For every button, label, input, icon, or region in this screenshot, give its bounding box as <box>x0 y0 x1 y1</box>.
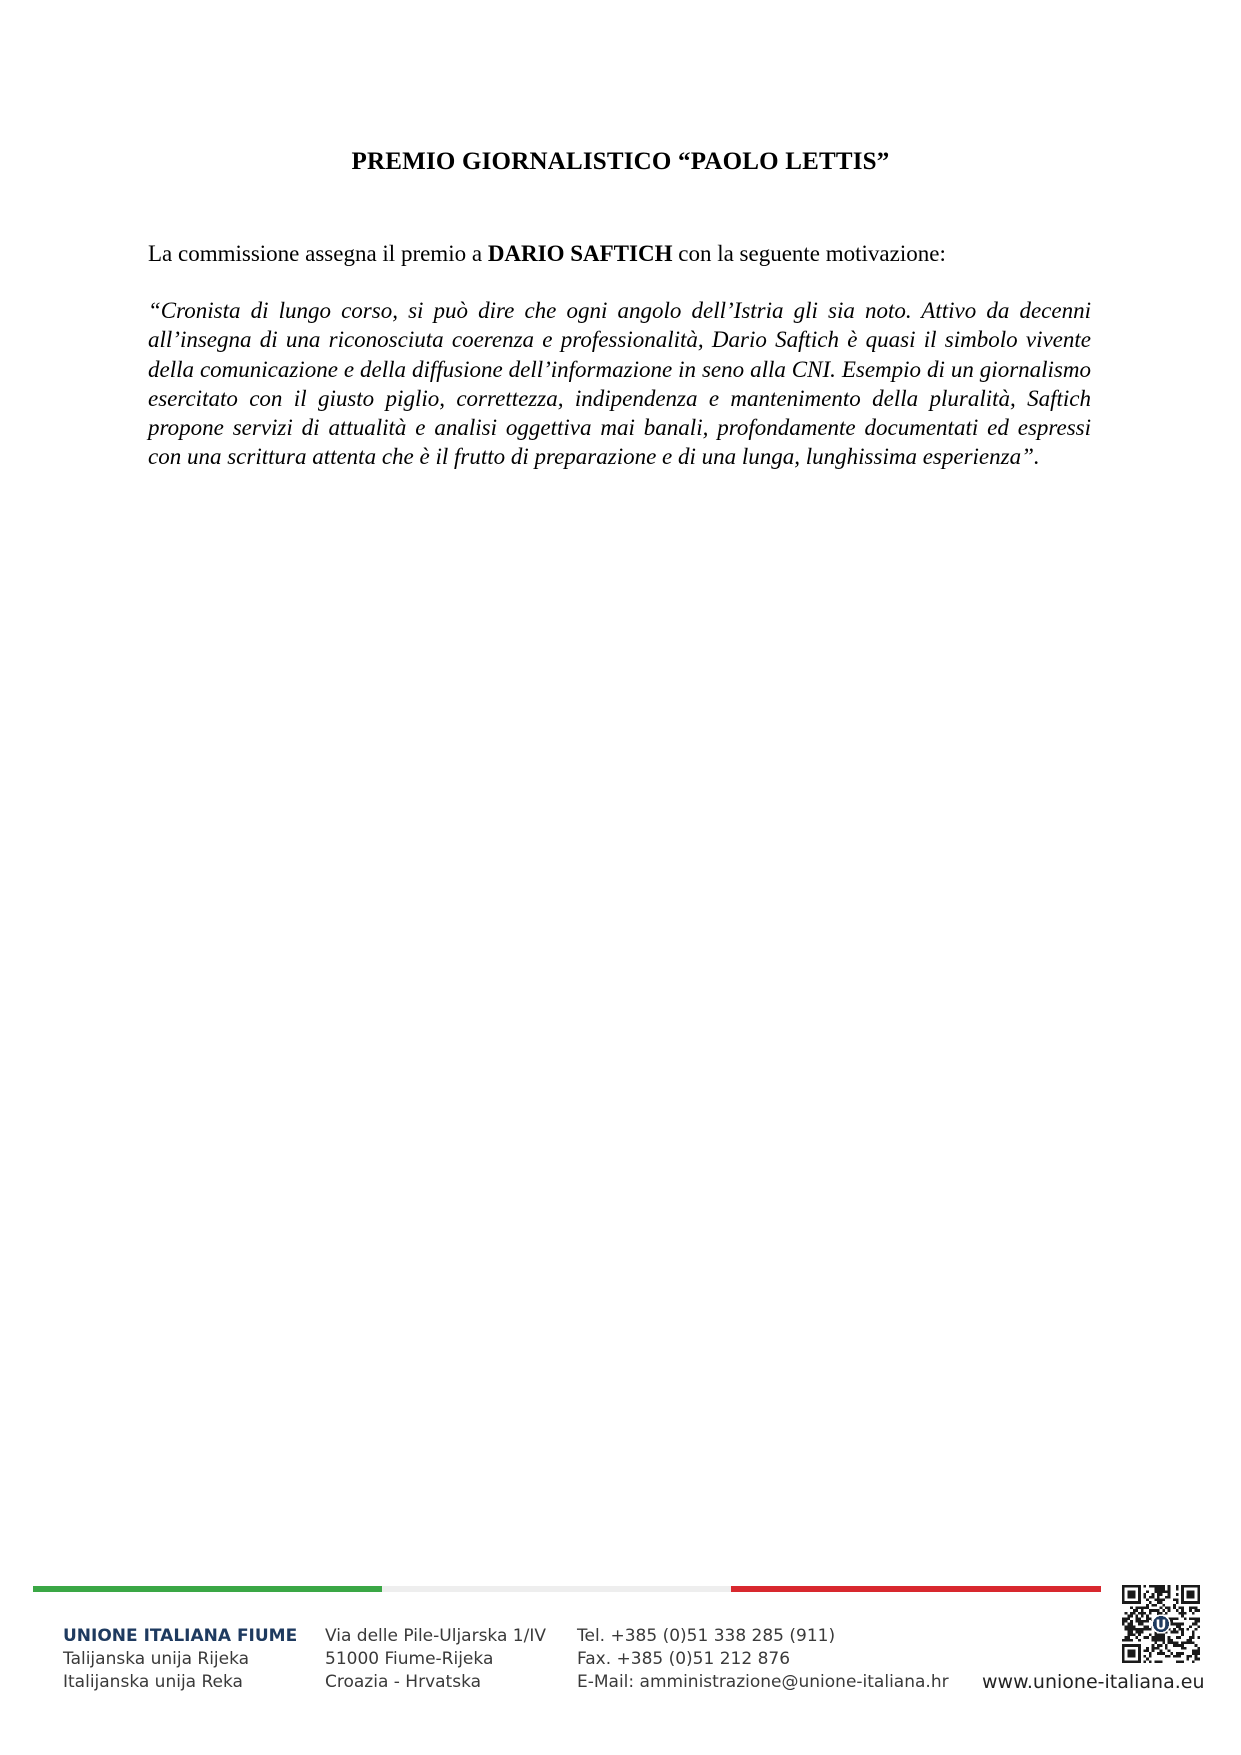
footer-contacts <box>577 1625 949 1694</box>
organization-name-croatian: Talijanska unija Rijeka <box>63 1649 250 1669</box>
footer-organization <box>63 1625 297 1694</box>
website-link[interactable]: www.unione-italiana.eu <box>982 1671 1205 1693</box>
telephone: Tel. +385 (0)51 338 285 (911) <box>577 1626 836 1646</box>
intro-paragraph <box>148 239 1098 269</box>
footer-address <box>325 1625 546 1694</box>
footer-stripe-red <box>731 1586 1101 1592</box>
document-title: PREMIO GIORNALISTICO “PAOLO LETTIS” <box>351 148 890 175</box>
organization-name: UNIONE ITALIANA FIUME <box>63 1626 298 1646</box>
qr-code-icon <box>1122 1585 1200 1663</box>
organization-name-slovenian: Italijanska unija Reka <box>63 1672 243 1692</box>
address-country: Croazia - Hrvatska <box>325 1672 482 1692</box>
svg-text:U: U <box>1155 1618 1167 1634</box>
intro-text-after: con la seguente motivazione: <box>672 241 946 266</box>
footer-stripe-green <box>33 1586 382 1592</box>
intro-text-before: La commissione assegna il premio a <box>148 241 488 266</box>
footer-stripe-white <box>382 1586 731 1592</box>
awardee-name: DARIO SAFTICH <box>487 241 673 266</box>
email-link[interactable]: E-Mail: amministrazione@unione-italiana.hr <box>577 1672 949 1692</box>
fax: Fax. +385 (0)51 212 876 <box>577 1649 791 1669</box>
address-city: 51000 Fiume-Rijeka <box>325 1649 494 1669</box>
address-street: Via delle Pile-Uljarska 1/IV <box>325 1626 546 1646</box>
motivation-quote: “Cronista di lungo corso, si può dire che ogni angolo dell’Istria gli sia noto. Attivo da decenni all’insegna di una riconosciuta coerenza e professionalità, Dario Saftich è quasi il simbolo vivente della comunicazione e della diffusione dell’informazione in seno alla CNI. Esempio di un giornalismo esercitato con il giusto piglio, correttezza, indipendenza e mantenimento della pluralità, Saftich propone servizi di attualità e analisi oggettiva mai banali, profondamente documentati ed espressi con una scrittura attenta che è il frutto di preparazione e di una lunga, lunghissima esperienza”. <box>148 298 1091 470</box>
